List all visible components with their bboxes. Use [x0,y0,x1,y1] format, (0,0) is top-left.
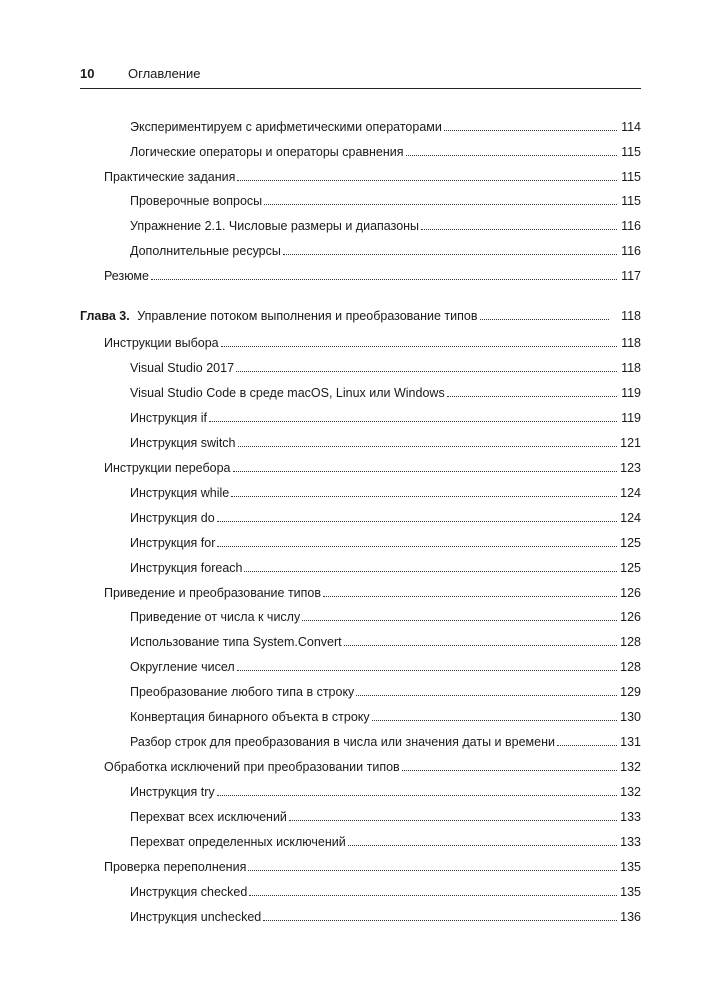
toc-subsection-entry[interactable] [130,409,641,427]
toc-subsection-entry[interactable] [130,808,641,826]
dot-leader [421,217,617,230]
toc-subsection-entry[interactable] [130,733,641,751]
toc-entry-page: 129 [620,685,641,699]
toc-entry-title: Преобразование любого типа в строку [130,685,355,699]
toc-entry-page: 115 [621,145,641,159]
toc-entry-page: 124 [620,511,641,525]
toc-subsection-entry[interactable] [130,658,641,676]
dot-leader [480,307,609,320]
page-number: 10 [80,66,95,81]
toc-entry-page: 123 [620,461,641,475]
toc-entry-title: Инструкция try [130,785,215,799]
toc-subsection-entry[interactable] [130,217,641,235]
dot-leader [217,509,617,522]
toc-entry-title: Использование типа System.Convert [130,635,342,649]
dot-leader [231,484,617,497]
toc-entry-page: 128 [620,635,641,649]
toc-entry-title: Проверка переполнения [104,860,247,874]
toc-entry-page: 126 [620,586,641,600]
dot-leader [344,633,617,646]
toc-entry-page: 119 [621,386,641,400]
toc-subsection-entry[interactable] [130,783,641,801]
toc-subsection-entry[interactable] [130,683,641,701]
toc-entry-page: 114 [621,120,641,134]
toc-entry-page: 136 [620,910,641,924]
dot-leader [238,434,617,447]
toc-entry-page: 135 [620,860,641,874]
toc-entry-title: Инструкция if [130,411,208,425]
dot-leader [237,168,617,181]
toc-entry-title: Инструкции перебора [104,461,231,475]
toc-subsection-entry[interactable] [130,534,641,552]
dot-leader [237,658,617,671]
toc-entry-title: Проверочные вопросы [130,194,263,208]
running-title: Оглавление [128,66,201,81]
toc-subsection-entry[interactable] [130,883,641,901]
toc-entry-title: Инструкция switch [130,436,236,450]
toc-subsection-entry[interactable] [130,509,641,527]
toc-entry-page: 116 [621,219,641,233]
toc-entry-title: Инструкция while [130,486,230,500]
toc-entry-title: Перехват всех исключений [130,810,287,824]
dot-leader [283,242,617,255]
dot-leader [151,267,617,280]
toc-section-entry[interactable] [104,584,641,602]
chapter-name: Управление потоком выполнения и преобразование типов [133,309,478,323]
toc-entry-page: 125 [620,561,641,575]
toc-entry-page: 119 [621,411,641,425]
dot-leader [217,534,617,547]
toc-subsection-entry[interactable] [130,559,641,577]
toc-entry-page: 130 [620,710,641,724]
dot-leader [447,384,617,397]
dot-leader [323,584,617,597]
toc-subsection-entry[interactable] [130,833,641,851]
toc-entry-page: 116 [621,244,641,258]
toc-entry-title: Приведение и преобразование типов [104,586,322,600]
chapter-label: Глава 3. [80,309,130,323]
toc-entry-page: 117 [621,269,641,283]
toc-entry-page: 128 [620,660,641,674]
toc-entry-title: Приведение от числа к числу [130,610,301,624]
toc-entry-page: 126 [620,610,641,624]
dot-leader [248,858,617,871]
dot-leader [402,758,617,771]
toc-entry-page: 124 [620,486,641,500]
toc-subsection-entry[interactable] [130,192,641,210]
toc-subsection-entry[interactable] [130,434,641,452]
toc-subsection-entry[interactable] [130,118,641,136]
toc-subsection-entry[interactable] [130,384,641,402]
toc-section-entry[interactable] [104,267,641,285]
toc-subsection-entry[interactable] [130,608,641,626]
toc-section-entry[interactable] [104,168,641,186]
toc-entry-title: Конвертация бинарного объекта в строку [130,710,370,724]
toc-subsection-entry[interactable] [130,359,641,377]
toc-entry-title: Перехват определенных исключений [130,835,346,849]
toc-entry-page: 115 [621,170,641,184]
toc-entry-page: 121 [620,436,641,450]
dot-leader [221,334,617,347]
dot-leader [217,783,617,796]
toc-entry-title: Экспериментируем с арифметическими операторами [130,120,442,134]
toc-subsection-entry[interactable] [130,143,641,161]
toc-chapter-title [80,307,478,325]
toc-entry-title: Инструкция unchecked [130,910,262,924]
toc-entry-title: Инструкции выбора [104,336,219,350]
dot-leader [263,908,617,921]
toc-entry-title: Округление чисел [130,660,235,674]
toc-entry-page: 125 [620,536,641,550]
toc-entry-title: Дополнительные ресурсы [130,244,281,258]
toc-entry-title: Инструкция foreach [130,561,243,575]
toc-entry-page: 131 [620,735,641,749]
toc-subsection-entry[interactable] [130,708,641,726]
toc-entry-page: 132 [620,760,641,774]
toc-entry-page: 118 [621,361,641,375]
toc-entry-title: Обработка исключений при преобразовании типов [104,760,400,774]
dot-leader [289,808,617,821]
toc-subsection-entry[interactable] [130,242,641,260]
dot-leader [444,118,617,131]
toc-entry-title: Логические операторы и операторы сравнения [130,145,404,159]
toc-subsection-entry[interactable] [130,484,641,502]
toc-entry-page: 133 [620,835,641,849]
toc-section-entry[interactable] [104,758,641,776]
toc-entry-page: 115 [621,194,641,208]
toc-section-entry[interactable] [104,858,641,876]
dot-leader [348,833,617,846]
toc-entry-title: Практические задания [104,170,236,184]
dot-leader [264,192,617,205]
toc-section-entry[interactable] [104,459,641,477]
toc-entry-title: Разбор строк для преобразования в числа или значения даты и времени [130,735,555,749]
dot-leader [236,359,617,372]
dot-leader [557,733,617,746]
dot-leader [249,883,617,896]
dot-leader [372,708,617,721]
toc-entry-page: 132 [620,785,641,799]
dot-leader [302,608,617,621]
toc-entry-title: Инструкция checked [130,885,248,899]
toc-entry-title: Visual Studio 2017 [130,361,235,375]
toc-chapter-entry[interactable] [80,307,641,325]
toc-entry-title: Резюме [104,269,149,283]
dot-leader [233,459,618,472]
dot-leader [244,559,617,572]
toc-entry-title: Упражнение 2.1. Числовые размеры и диапазоны [130,219,420,233]
toc-subsection-entry[interactable] [130,633,641,651]
toc-entry-page: 118 [621,336,641,350]
toc-entry-page: 133 [620,810,641,824]
dot-leader [406,143,617,156]
toc-section-entry[interactable] [104,334,641,352]
toc-entry-title: Visual Studio Code в среде macOS, Linux или Windows [130,386,445,400]
dot-leader [356,683,617,696]
toc-entry-page: 118 [621,309,641,323]
toc-entry-page: 135 [620,885,641,899]
toc-subsection-entry[interactable] [130,908,641,926]
dot-leader [209,409,617,422]
toc-entry-title: Инструкция do [130,511,215,525]
toc-entry-title: Инструкция for [130,536,216,550]
